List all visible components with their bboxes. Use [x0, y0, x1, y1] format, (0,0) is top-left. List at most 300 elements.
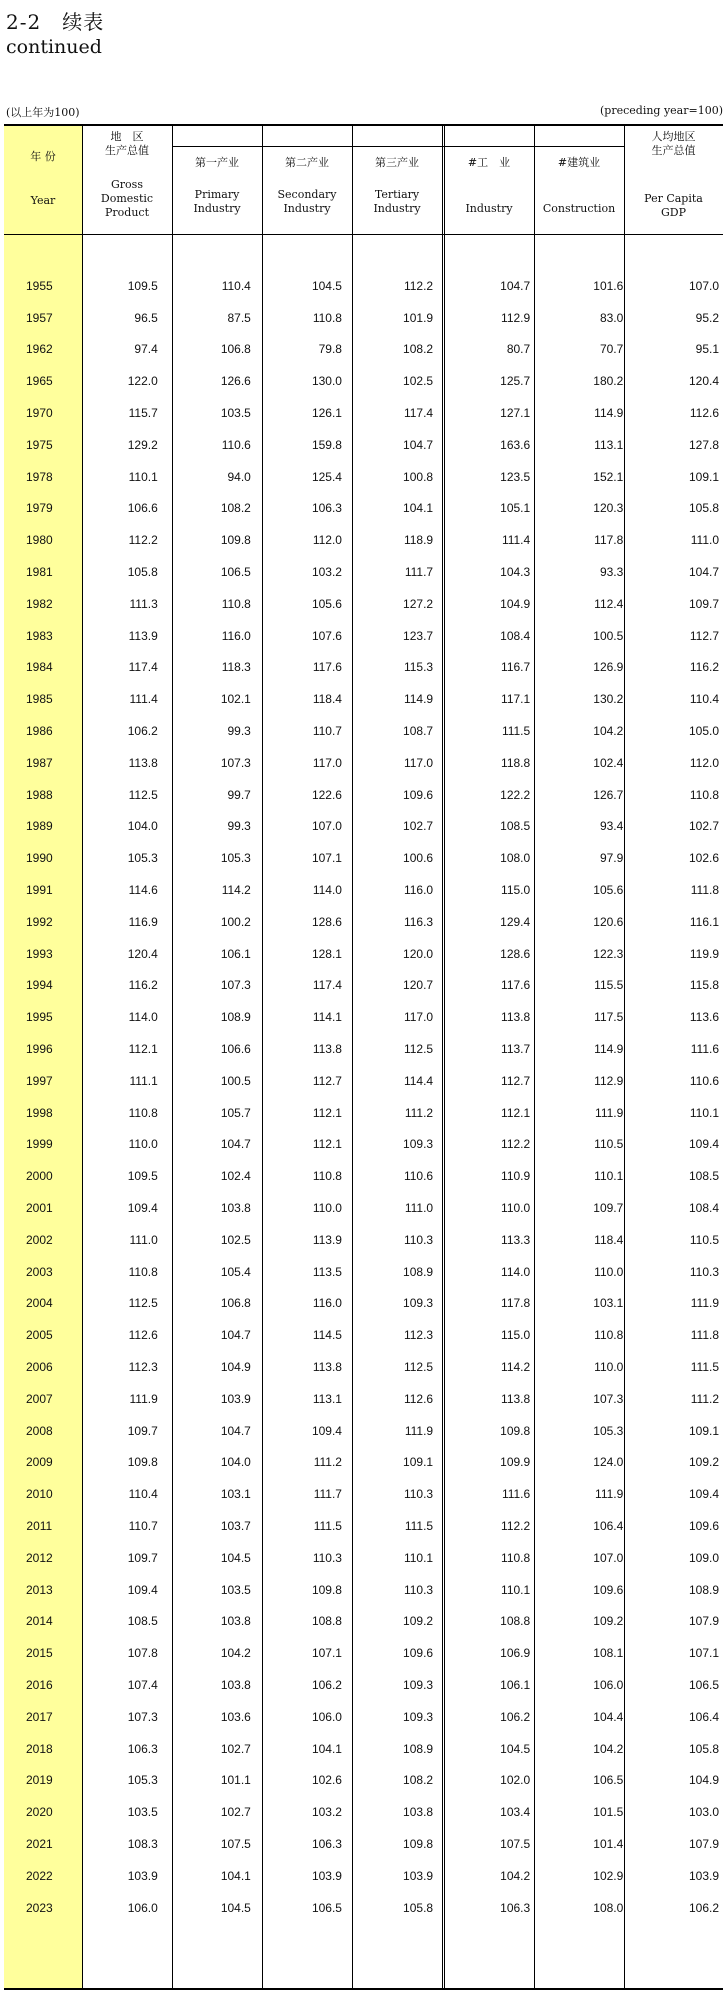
value-cell: 102.4: [593, 755, 624, 770]
value-cell: 106.5: [220, 565, 251, 580]
year-cell: 1998: [25, 1105, 53, 1120]
value-cell: 117.4: [312, 978, 342, 993]
year-cell: 1979: [25, 501, 53, 516]
value-cell: 112.5: [403, 1042, 434, 1057]
table-header-rule: [4, 234, 723, 235]
value-cell: 104.5: [500, 1741, 531, 1756]
table-row: [4, 1733, 723, 1765]
year-cell: 2005: [25, 1328, 53, 1343]
table-row: [4, 1288, 723, 1320]
header-tertiary: 第三产业 Tertiary Industry: [373, 156, 421, 215]
value-cell: 119.9: [689, 946, 719, 961]
value-cell: 112.2: [501, 1518, 531, 1533]
value-cell: 109.3: [403, 1137, 434, 1152]
value-cell: 110.8: [128, 1264, 158, 1279]
value-cell: 111.3: [129, 596, 158, 611]
year-cell: 1975: [25, 437, 53, 452]
value-cell: 93.4: [599, 819, 624, 834]
value-cell: 118.9: [403, 533, 434, 548]
value-cell: 110.4: [128, 1487, 158, 1502]
value-cell: 109.2: [688, 1455, 719, 1470]
value-cell: 103.5: [220, 406, 251, 421]
value-cell: 112.7: [689, 628, 719, 643]
table-row: [4, 1574, 723, 1606]
value-cell: 105.8: [688, 501, 719, 516]
header-year: 年 份 Year: [30, 150, 56, 207]
value-cell: 109.4: [311, 1423, 342, 1438]
table-row: [4, 715, 723, 747]
value-cell: 103.9: [403, 1868, 434, 1883]
year-cell: 1990: [25, 851, 53, 866]
value-cell: 115.5: [594, 978, 624, 993]
value-cell: 110.0: [312, 1201, 342, 1215]
value-cell: 110.6: [221, 437, 251, 452]
value-cell: 109.6: [593, 1582, 624, 1597]
value-cell: 101.1: [220, 1773, 251, 1788]
value-cell: 87.5: [227, 310, 251, 325]
value-cell: 124.0: [593, 1455, 624, 1470]
year-cell: 2012: [25, 1550, 53, 1565]
year-cell: 1986: [25, 724, 53, 739]
value-cell: 110.0: [501, 1201, 531, 1215]
value-cell: 117.6: [501, 978, 531, 993]
table-row: [4, 1605, 723, 1637]
page-title: 2-2 续表: [6, 10, 105, 34]
table-bottom-rule: [4, 1988, 723, 1990]
header-primary: 第一产业 Primary Industry: [193, 156, 241, 215]
value-cell: 127.8: [688, 437, 719, 452]
value-cell: 110.8: [312, 310, 342, 325]
value-cell: 106.0: [311, 1709, 342, 1724]
value-cell: 100.5: [593, 628, 624, 643]
value-cell: 111.5: [313, 1518, 342, 1533]
value-cell: 108.9: [688, 1582, 719, 1597]
value-cell: 108.5: [500, 819, 531, 834]
header-industry: #工 业 Industry: [465, 156, 513, 215]
table-body: [4, 270, 723, 1923]
value-cell: 96.5: [134, 310, 158, 325]
value-cell: 106.3: [311, 501, 342, 516]
value-cell: 112.6: [403, 1391, 434, 1406]
year-cell: 1997: [25, 1073, 53, 1088]
value-cell: 107.5: [220, 1836, 251, 1851]
value-cell: 106.2: [688, 1900, 719, 1915]
value-cell: 107.3: [220, 755, 251, 770]
value-cell: 113.7: [501, 1042, 531, 1057]
value-cell: 108.2: [403, 342, 434, 357]
value-cell: 111.9: [595, 1105, 624, 1120]
year-cell: 2000: [25, 1169, 53, 1184]
year-cell: 1994: [25, 978, 53, 993]
value-cell: 115.0: [501, 1328, 531, 1343]
value-cell: 97.4: [134, 342, 158, 357]
value-cell: 116.0: [221, 628, 251, 643]
value-cell: 102.7: [403, 819, 434, 834]
value-cell: 112.7: [501, 1073, 531, 1088]
value-cell: 106.3: [127, 1741, 158, 1756]
year-cell: 2010: [25, 1487, 53, 1502]
value-cell: 111.8: [690, 883, 719, 898]
value-cell: 109.2: [403, 1614, 434, 1629]
table-row: [4, 811, 723, 843]
value-cell: 106.3: [311, 1836, 342, 1851]
value-cell: 116.0: [403, 883, 434, 898]
year-cell: 2008: [25, 1423, 53, 1438]
table-row: [4, 1192, 723, 1224]
year-cell: 2023: [25, 1900, 53, 1915]
value-cell: 107.4: [127, 1677, 158, 1692]
value-cell: 111.5: [690, 1359, 719, 1374]
value-cell: 103.6: [220, 1709, 251, 1724]
value-cell: 103.8: [403, 1805, 434, 1820]
table-row: [4, 1383, 723, 1415]
value-cell: 104.9: [500, 596, 531, 611]
value-cell: 102.5: [220, 1232, 251, 1247]
value-cell: 122.2: [500, 787, 531, 802]
value-cell: 111.7: [404, 565, 434, 580]
value-cell: 110.7: [128, 1518, 158, 1533]
value-cell: 109.1: [403, 1455, 434, 1470]
value-cell: 127.1: [500, 406, 531, 421]
value-cell: 115.3: [403, 660, 434, 675]
table-row: [4, 652, 723, 684]
value-cell: 103.4: [500, 1805, 531, 1820]
value-cell: 112.9: [501, 310, 531, 325]
value-cell: 110.3: [403, 1582, 434, 1597]
value-cell: 104.0: [220, 1455, 251, 1470]
value-cell: 100.5: [220, 1073, 251, 1088]
value-cell: 83.0: [599, 310, 624, 325]
value-cell: 99.7: [227, 787, 251, 802]
table-row: [4, 1478, 723, 1510]
table-row: [4, 1796, 723, 1828]
value-cell: 110.4: [221, 278, 251, 293]
value-cell: 103.8: [220, 1614, 251, 1629]
value-cell: 108.9: [403, 1741, 434, 1756]
value-cell: 116.7: [501, 660, 531, 675]
value-cell: 100.6: [403, 851, 434, 866]
value-cell: 120.0: [403, 946, 434, 961]
value-cell: 110.1: [689, 1105, 719, 1120]
value-cell: 109.3: [403, 1677, 434, 1692]
value-cell: 109.5: [127, 278, 158, 293]
value-cell: 108.4: [500, 628, 531, 643]
table-row: [4, 1160, 723, 1192]
value-cell: 114.4: [403, 1073, 434, 1088]
value-cell: 104.3: [500, 565, 531, 580]
value-cell: 104.1: [220, 1868, 251, 1883]
value-cell: 110.3: [403, 1487, 434, 1502]
value-cell: 128.6: [500, 946, 531, 961]
year-cell: 2022: [25, 1868, 53, 1883]
value-cell: 111.1: [129, 1073, 158, 1088]
value-cell: 107.3: [220, 978, 251, 993]
value-cell: 117.8: [501, 1296, 531, 1311]
year-cell: 1992: [25, 914, 53, 929]
year-cell: 1995: [25, 1010, 53, 1025]
value-cell: 105.3: [220, 851, 251, 866]
value-cell: 105.3: [593, 1423, 624, 1438]
value-cell: 80.7: [506, 342, 531, 357]
value-cell: 108.9: [403, 1264, 434, 1279]
table-row: [4, 524, 723, 556]
table-row: [4, 747, 723, 779]
value-cell: 112.2: [403, 278, 434, 293]
value-cell: 112.1: [312, 1137, 342, 1152]
year-cell: 1988: [25, 787, 53, 802]
value-cell: 108.4: [688, 1201, 719, 1215]
value-cell: 109.6: [688, 1518, 719, 1533]
value-cell: 107.8: [127, 1646, 158, 1661]
value-cell: 116.9: [128, 914, 158, 929]
value-cell: 110.0: [594, 1359, 624, 1374]
value-cell: 113.1: [594, 437, 624, 452]
value-cell: 111.5: [501, 724, 531, 739]
value-cell: 117.4: [403, 406, 434, 421]
value-cell: 117.1: [501, 692, 531, 707]
value-cell: 103.5: [220, 1582, 251, 1597]
value-cell: 114.9: [403, 692, 434, 707]
table-row: [4, 683, 723, 715]
value-cell: 112.2: [128, 533, 158, 548]
value-cell: 106.8: [220, 1296, 251, 1311]
year-cell: 1980: [25, 533, 53, 548]
value-cell: 107.1: [688, 1646, 719, 1661]
value-cell: 105.8: [403, 1900, 434, 1915]
value-cell: 117.6: [312, 660, 342, 675]
year-cell: 1957: [25, 310, 53, 325]
value-cell: 114.1: [312, 1010, 342, 1025]
value-cell: 113.8: [501, 1010, 531, 1025]
value-cell: 107.9: [688, 1836, 719, 1851]
value-cell: 103.2: [311, 1805, 342, 1820]
value-cell: 114.0: [312, 883, 342, 898]
year-cell: 2013: [25, 1582, 53, 1597]
table-row: [4, 397, 723, 429]
value-cell: 107.0: [593, 1550, 624, 1565]
value-cell: 115.7: [128, 406, 158, 421]
value-cell: 106.0: [593, 1677, 624, 1692]
index-table: [4, 270, 723, 1923]
table-row: [4, 1701, 723, 1733]
value-cell: 110.9: [501, 1169, 531, 1184]
header-gdp: 地 区 生产总值 Gross Domestic Product: [100, 130, 154, 219]
table-row: [4, 1637, 723, 1669]
value-cell: 111.6: [690, 1042, 719, 1057]
value-cell: 107.3: [593, 1391, 624, 1406]
value-cell: 109.7: [127, 1550, 158, 1565]
value-cell: 104.7: [220, 1137, 251, 1152]
value-cell: 106.8: [220, 342, 251, 357]
value-cell: 103.7: [220, 1518, 251, 1533]
value-cell: 109.7: [127, 1423, 158, 1438]
value-cell: 108.5: [127, 1614, 158, 1629]
value-cell: 118.4: [312, 692, 342, 707]
value-cell: 101.5: [593, 1805, 624, 1820]
value-cell: 102.6: [311, 1773, 342, 1788]
value-cell: 118.8: [501, 755, 531, 770]
value-cell: 110.3: [312, 1550, 342, 1565]
year-cell: 2003: [25, 1264, 53, 1279]
table-row: [4, 1828, 723, 1860]
value-cell: 108.9: [220, 1010, 251, 1025]
value-cell: 106.6: [127, 501, 158, 516]
value-cell: 108.0: [593, 1900, 624, 1915]
table-row: [4, 1319, 723, 1351]
value-cell: 95.2: [695, 310, 719, 325]
value-cell: 94.0: [227, 469, 251, 484]
value-cell: 116.2: [689, 660, 719, 675]
table-row: [4, 461, 723, 493]
value-cell: 117.0: [403, 755, 434, 770]
value-cell: 105.0: [688, 724, 719, 739]
value-cell: 114.0: [501, 1264, 531, 1279]
value-cell: 111.2: [690, 1391, 719, 1406]
value-cell: 95.1: [695, 342, 719, 357]
value-cell: 126.7: [593, 787, 624, 802]
value-cell: 103.8: [220, 1201, 251, 1215]
value-cell: 125.4: [311, 469, 342, 484]
year-cell: 1970: [25, 406, 53, 421]
value-cell: 104.7: [403, 437, 434, 452]
year-cell: 1987: [25, 755, 53, 770]
year-cell: 2020: [25, 1805, 53, 1820]
value-cell: 106.5: [311, 1900, 342, 1915]
table-row: [4, 1033, 723, 1065]
value-cell: 126.1: [311, 406, 342, 421]
value-cell: 99.3: [227, 724, 251, 739]
value-cell: 106.1: [220, 946, 251, 961]
value-cell: 114.2: [221, 883, 251, 898]
value-cell: 104.7: [688, 565, 719, 580]
year-cell: 2019: [25, 1773, 53, 1788]
value-cell: 107.9: [688, 1614, 719, 1629]
value-cell: 113.9: [128, 628, 158, 643]
header-construction: #建筑业 Construction: [542, 156, 616, 215]
value-cell: 110.8: [221, 596, 251, 611]
value-cell: 126.6: [220, 374, 251, 389]
value-cell: 104.5: [220, 1900, 251, 1915]
unit-note-en: (preceding year=100): [600, 104, 723, 117]
value-cell: 113.8: [312, 1359, 342, 1374]
value-cell: 106.5: [688, 1677, 719, 1692]
value-cell: 109.8: [403, 1836, 434, 1851]
value-cell: 108.0: [500, 851, 531, 866]
value-cell: 101.6: [593, 278, 624, 293]
value-cell: 126.9: [593, 660, 624, 675]
value-cell: 120.7: [403, 978, 434, 993]
value-cell: 110.0: [594, 1264, 624, 1279]
value-cell: 120.4: [127, 946, 158, 961]
year-cell: 1984: [25, 660, 53, 675]
value-cell: 116.0: [312, 1296, 342, 1311]
value-cell: 103.1: [220, 1487, 251, 1502]
value-cell: 107.3: [127, 1709, 158, 1724]
value-cell: 109.8: [127, 1455, 158, 1470]
value-cell: 104.7: [500, 278, 531, 293]
value-cell: 110.1: [403, 1550, 434, 1565]
year-cell: 1962: [25, 342, 53, 357]
value-cell: 109.7: [593, 1201, 624, 1215]
value-cell: 104.1: [403, 501, 434, 516]
value-cell: 111.4: [501, 533, 531, 548]
value-cell: 106.1: [500, 1677, 531, 1692]
value-cell: 106.9: [500, 1646, 531, 1661]
value-cell: 109.4: [127, 1201, 158, 1215]
value-cell: 110.8: [689, 787, 719, 802]
value-cell: 111.2: [404, 1105, 434, 1120]
value-cell: 110.8: [312, 1169, 342, 1184]
table-row: [4, 1764, 723, 1796]
value-cell: 103.9: [311, 1868, 342, 1883]
header-secondary: 第二产业 Secondary Industry: [277, 156, 337, 215]
value-cell: 108.7: [403, 724, 434, 739]
value-cell: 112.0: [312, 533, 342, 548]
table-row: [4, 429, 723, 461]
value-cell: 112.6: [128, 1328, 158, 1343]
year-cell: 2004: [25, 1296, 53, 1311]
value-cell: 104.5: [311, 278, 342, 293]
value-cell: 112.1: [128, 1042, 158, 1057]
value-cell: 125.7: [500, 374, 531, 389]
value-cell: 111.9: [404, 1423, 434, 1438]
value-cell: 102.6: [688, 851, 719, 866]
value-cell: 112.2: [501, 1137, 531, 1152]
value-cell: 114.5: [312, 1328, 342, 1343]
year-cell: 2007: [25, 1391, 53, 1406]
value-cell: 100.2: [220, 914, 251, 929]
value-cell: 180.2: [593, 374, 624, 389]
value-cell: 106.5: [593, 1773, 624, 1788]
value-cell: 111.7: [313, 1487, 342, 1502]
value-cell: 113.3: [501, 1232, 531, 1247]
value-cell: 109.6: [403, 1646, 434, 1661]
value-cell: 130.2: [593, 692, 624, 707]
value-cell: 109.4: [127, 1582, 158, 1597]
value-cell: 120.3: [593, 501, 624, 516]
table-row: [4, 556, 723, 588]
value-cell: 116.1: [689, 914, 719, 929]
year-cell: 2006: [25, 1359, 53, 1374]
year-cell: 2011: [26, 1518, 53, 1533]
value-cell: 109.8: [500, 1423, 531, 1438]
value-cell: 105.4: [220, 1264, 251, 1279]
value-cell: 106.2: [500, 1709, 531, 1724]
value-cell: 159.8: [311, 437, 342, 452]
value-cell: 110.5: [594, 1137, 624, 1152]
value-cell: 105.6: [311, 596, 342, 611]
value-cell: 104.5: [220, 1550, 251, 1565]
value-cell: 110.3: [403, 1232, 434, 1247]
value-cell: 111.9: [690, 1296, 719, 1311]
value-cell: 111.6: [501, 1487, 531, 1502]
year-cell: 2009: [25, 1455, 53, 1470]
value-cell: 120.6: [593, 914, 624, 929]
year-cell: 1981: [25, 565, 53, 580]
value-cell: 110.3: [689, 1264, 719, 1279]
value-cell: 152.1: [593, 469, 624, 484]
value-cell: 111.4: [129, 692, 158, 707]
table-row: [4, 365, 723, 397]
value-cell: 110.8: [128, 1105, 158, 1120]
table-row: [4, 1001, 723, 1033]
year-cell: 1989: [25, 819, 53, 834]
value-cell: 102.0: [500, 1773, 531, 1788]
value-cell: 110.7: [312, 724, 342, 739]
year-cell: 1996: [25, 1042, 53, 1057]
value-cell: 109.4: [688, 1487, 719, 1502]
value-cell: 111.9: [595, 1487, 624, 1502]
